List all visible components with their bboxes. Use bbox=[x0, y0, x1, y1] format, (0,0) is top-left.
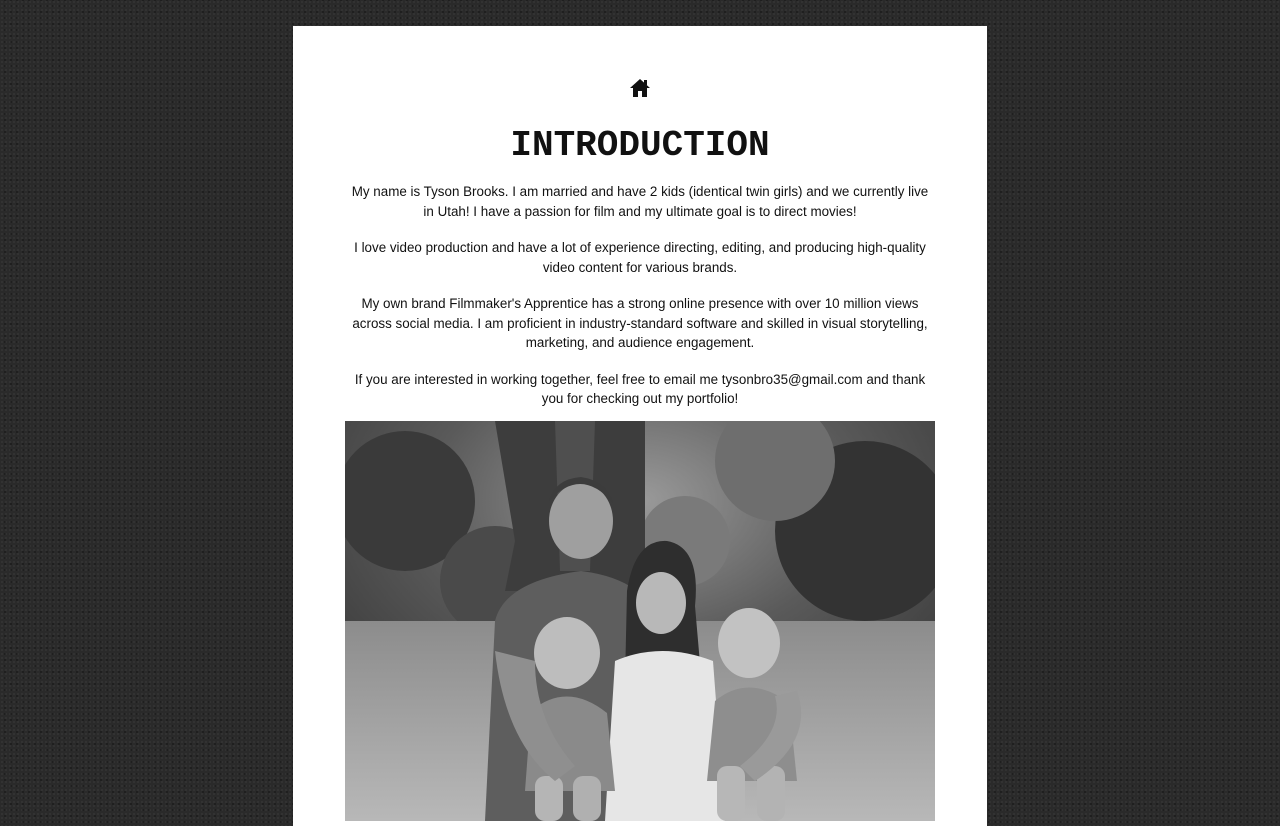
intro-paragraph-contact: If you are interested in working together, feel free to email me tysonbro35@gmail.com and thank you for checking out my portfolio! bbox=[354, 371, 926, 406]
family-photo bbox=[345, 421, 935, 821]
home-icon[interactable] bbox=[629, 78, 651, 98]
intro-text bbox=[345, 182, 935, 409]
intro-paragraph-family: My name is Tyson Brooks. I am married and have 2 kids (identical twin girls) and we currently live in Utah! I have a passion for film and my ultimate goal is to direct movies! bbox=[351, 184, 929, 219]
content-panel bbox=[293, 26, 987, 826]
page-title: INTRODUCTION bbox=[510, 125, 770, 166]
intro-paragraph-experience: I love video production and have a lot of experience directing, editing, and producing high-quality video content for various brands. bbox=[354, 240, 926, 275]
intro-paragraph-brand: My own brand Filmmaker's Apprentice has a strong online presence with over 10 million views across social media. I am proficient in industry-standard software and skilled in visual storytelling, marketing, and audience engagement. bbox=[352, 296, 928, 350]
